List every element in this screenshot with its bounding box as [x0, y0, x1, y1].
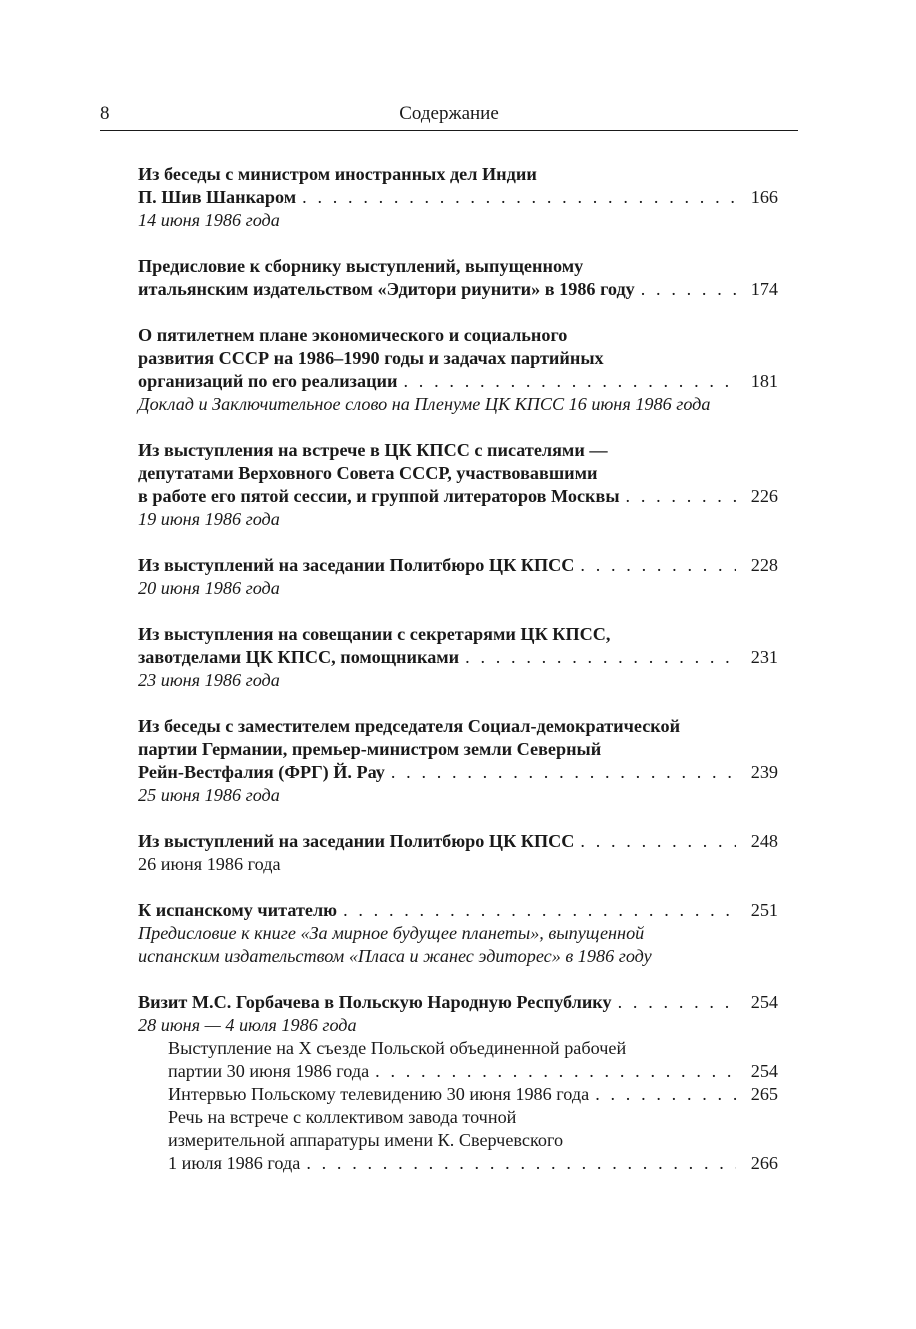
entry-note: Предисловие к книге «За мирное будущее планеты», выпущенной — [138, 923, 645, 943]
entry-title-line: Из выступления на совещании с секретарями ЦК КПСС, — [138, 624, 611, 644]
dot-leader — [641, 278, 736, 301]
entry-title-line: П. Шив Шанкаром — [138, 187, 297, 207]
entry-lead-line — [138, 761, 778, 784]
entry-title-line: партии Германии, премьер-министром земли Северный — [138, 739, 602, 759]
running-head: Содержание — [399, 103, 499, 124]
entry-title-line: Из выступлений на заседании Политбюро ЦК КПСС — [138, 555, 575, 575]
page-ref: 226 — [750, 486, 778, 506]
toc-subentries — [138, 1037, 778, 1175]
dot-leader — [375, 1060, 736, 1083]
toc-entry[interactable] — [138, 623, 778, 692]
entry-lead-line — [138, 899, 778, 922]
table-of-contents — [138, 163, 778, 1175]
entry-date: 25 июня 1986 года — [138, 785, 280, 805]
toc-entry[interactable] — [138, 439, 778, 531]
entry-title-line: депутатами Верховного Совета СССР, участвовавшими — [138, 463, 598, 483]
toc-entry[interactable] — [138, 899, 778, 968]
page-ref: 266 — [750, 1153, 778, 1173]
page-ref: 254 — [750, 1061, 778, 1081]
page-ref: 251 — [750, 900, 778, 920]
entry-title-line: итальянским издательством «Эдитори риунити» в 1986 году — [138, 279, 635, 299]
toc-entry[interactable] — [138, 163, 778, 232]
dot-leader — [595, 1083, 736, 1106]
subentry-title-line: измерительной аппаратуры имени К. Сверчевского — [168, 1130, 564, 1150]
dot-leader — [343, 899, 736, 922]
page-ref: 254 — [750, 992, 778, 1012]
entry-lead-line — [138, 830, 778, 853]
entry-date: 20 июня 1986 года — [138, 578, 280, 598]
entry-title-line: в работе его пятой сессии, и группой литераторов Москвы — [138, 486, 620, 506]
toc-entry[interactable] — [138, 715, 778, 807]
toc-entry[interactable] — [138, 554, 778, 600]
entry-lead-line — [138, 485, 778, 508]
dot-leader — [306, 1152, 736, 1175]
dot-leader — [580, 830, 736, 853]
page-ref: 239 — [750, 762, 778, 782]
entry-lead-line — [138, 991, 778, 1014]
entry-title-line: завотделами ЦК КПСС, помощниками — [138, 647, 460, 667]
entry-date: 26 июня 1986 года — [138, 854, 281, 874]
page-ref: 248 — [750, 831, 778, 851]
entry-date: 28 июня — 4 июля 1986 года — [138, 1015, 357, 1035]
entry-title-line: Из беседы с заместителем председателя Социал-демократической — [138, 716, 681, 736]
entry-title-line: Визит М.С. Горбачева в Польскую Народную Республику — [138, 992, 612, 1012]
page-ref: 174 — [750, 279, 778, 299]
entry-date: 14 июня 1986 года — [138, 210, 280, 230]
toc-entry[interactable] — [138, 991, 778, 1175]
page-ref: 181 — [750, 371, 778, 391]
entry-note: испанским издательством «Пласа и жанес эдиторес» в 1986 году — [138, 946, 652, 966]
entry-title-line: О пятилетнем плане экономического и социального — [138, 325, 568, 345]
subentry-title-line: партии 30 июня 1986 года — [168, 1061, 370, 1081]
dot-leader — [302, 186, 736, 209]
entry-title-line: Из выступления на встрече в ЦК КПСС с писателями — — [138, 440, 608, 460]
entry-title-line: развития СССР на 1986–1990 годы и задачах партийных — [138, 348, 604, 368]
entry-title-line: Из беседы с министром иностранных дел Индии — [138, 164, 537, 184]
entry-date: 23 июня 1986 года — [138, 670, 280, 690]
subentry-lead-line — [168, 1083, 778, 1106]
dot-leader — [618, 991, 736, 1014]
page-header — [100, 102, 798, 131]
dot-leader — [391, 761, 736, 784]
dot-leader — [580, 554, 736, 577]
subentry-lead-line — [168, 1060, 778, 1083]
toc-subentry[interactable] — [168, 1083, 778, 1106]
page-ref: 265 — [750, 1084, 778, 1104]
page-number: 8 — [100, 103, 110, 124]
page-ref: 228 — [750, 555, 778, 575]
entry-title-line: Предисловие к сборнику выступлений, выпущенному — [138, 256, 584, 276]
entry-lead-line — [138, 370, 778, 393]
toc-entry[interactable] — [138, 255, 778, 301]
entry-title-line: организаций по его реализации — [138, 371, 398, 391]
toc-subentry[interactable] — [168, 1037, 778, 1083]
dot-leader — [626, 485, 736, 508]
entry-date: 19 июня 1986 года — [138, 509, 280, 529]
entry-note: Доклад и Заключительное слово на Пленуме ЦК КПСС 16 июня 1986 года — [138, 394, 711, 414]
toc-entry[interactable] — [138, 830, 778, 876]
subentry-title-line: 1 июля 1986 года — [168, 1153, 301, 1173]
entry-title-line: Рейн-Вестфалия (ФРГ) Й. Рау — [138, 762, 385, 782]
toc-subentry[interactable] — [168, 1106, 778, 1175]
dot-leader — [404, 370, 736, 393]
entry-lead-line — [138, 186, 778, 209]
page-ref: 231 — [750, 647, 778, 667]
page-ref: 166 — [750, 187, 778, 207]
entry-lead-line — [138, 554, 778, 577]
subentry-lead-line — [168, 1152, 778, 1175]
entry-title-line: К испанскому читателю — [138, 900, 338, 920]
entry-title-line: Из выступлений на заседании Политбюро ЦК КПСС — [138, 831, 575, 851]
subentry-title-line: Выступление на X съезде Польской объединенной рабочей — [168, 1038, 627, 1058]
subentry-title-line: Интервью Польскому телевидению 30 июня 1986 года — [168, 1084, 590, 1104]
toc-entry[interactable] — [138, 324, 778, 416]
entry-lead-line — [138, 278, 778, 301]
subentry-title-line: Речь на встрече с коллективом завода точной — [168, 1107, 517, 1127]
dot-leader — [465, 646, 736, 669]
entry-lead-line — [138, 646, 778, 669]
